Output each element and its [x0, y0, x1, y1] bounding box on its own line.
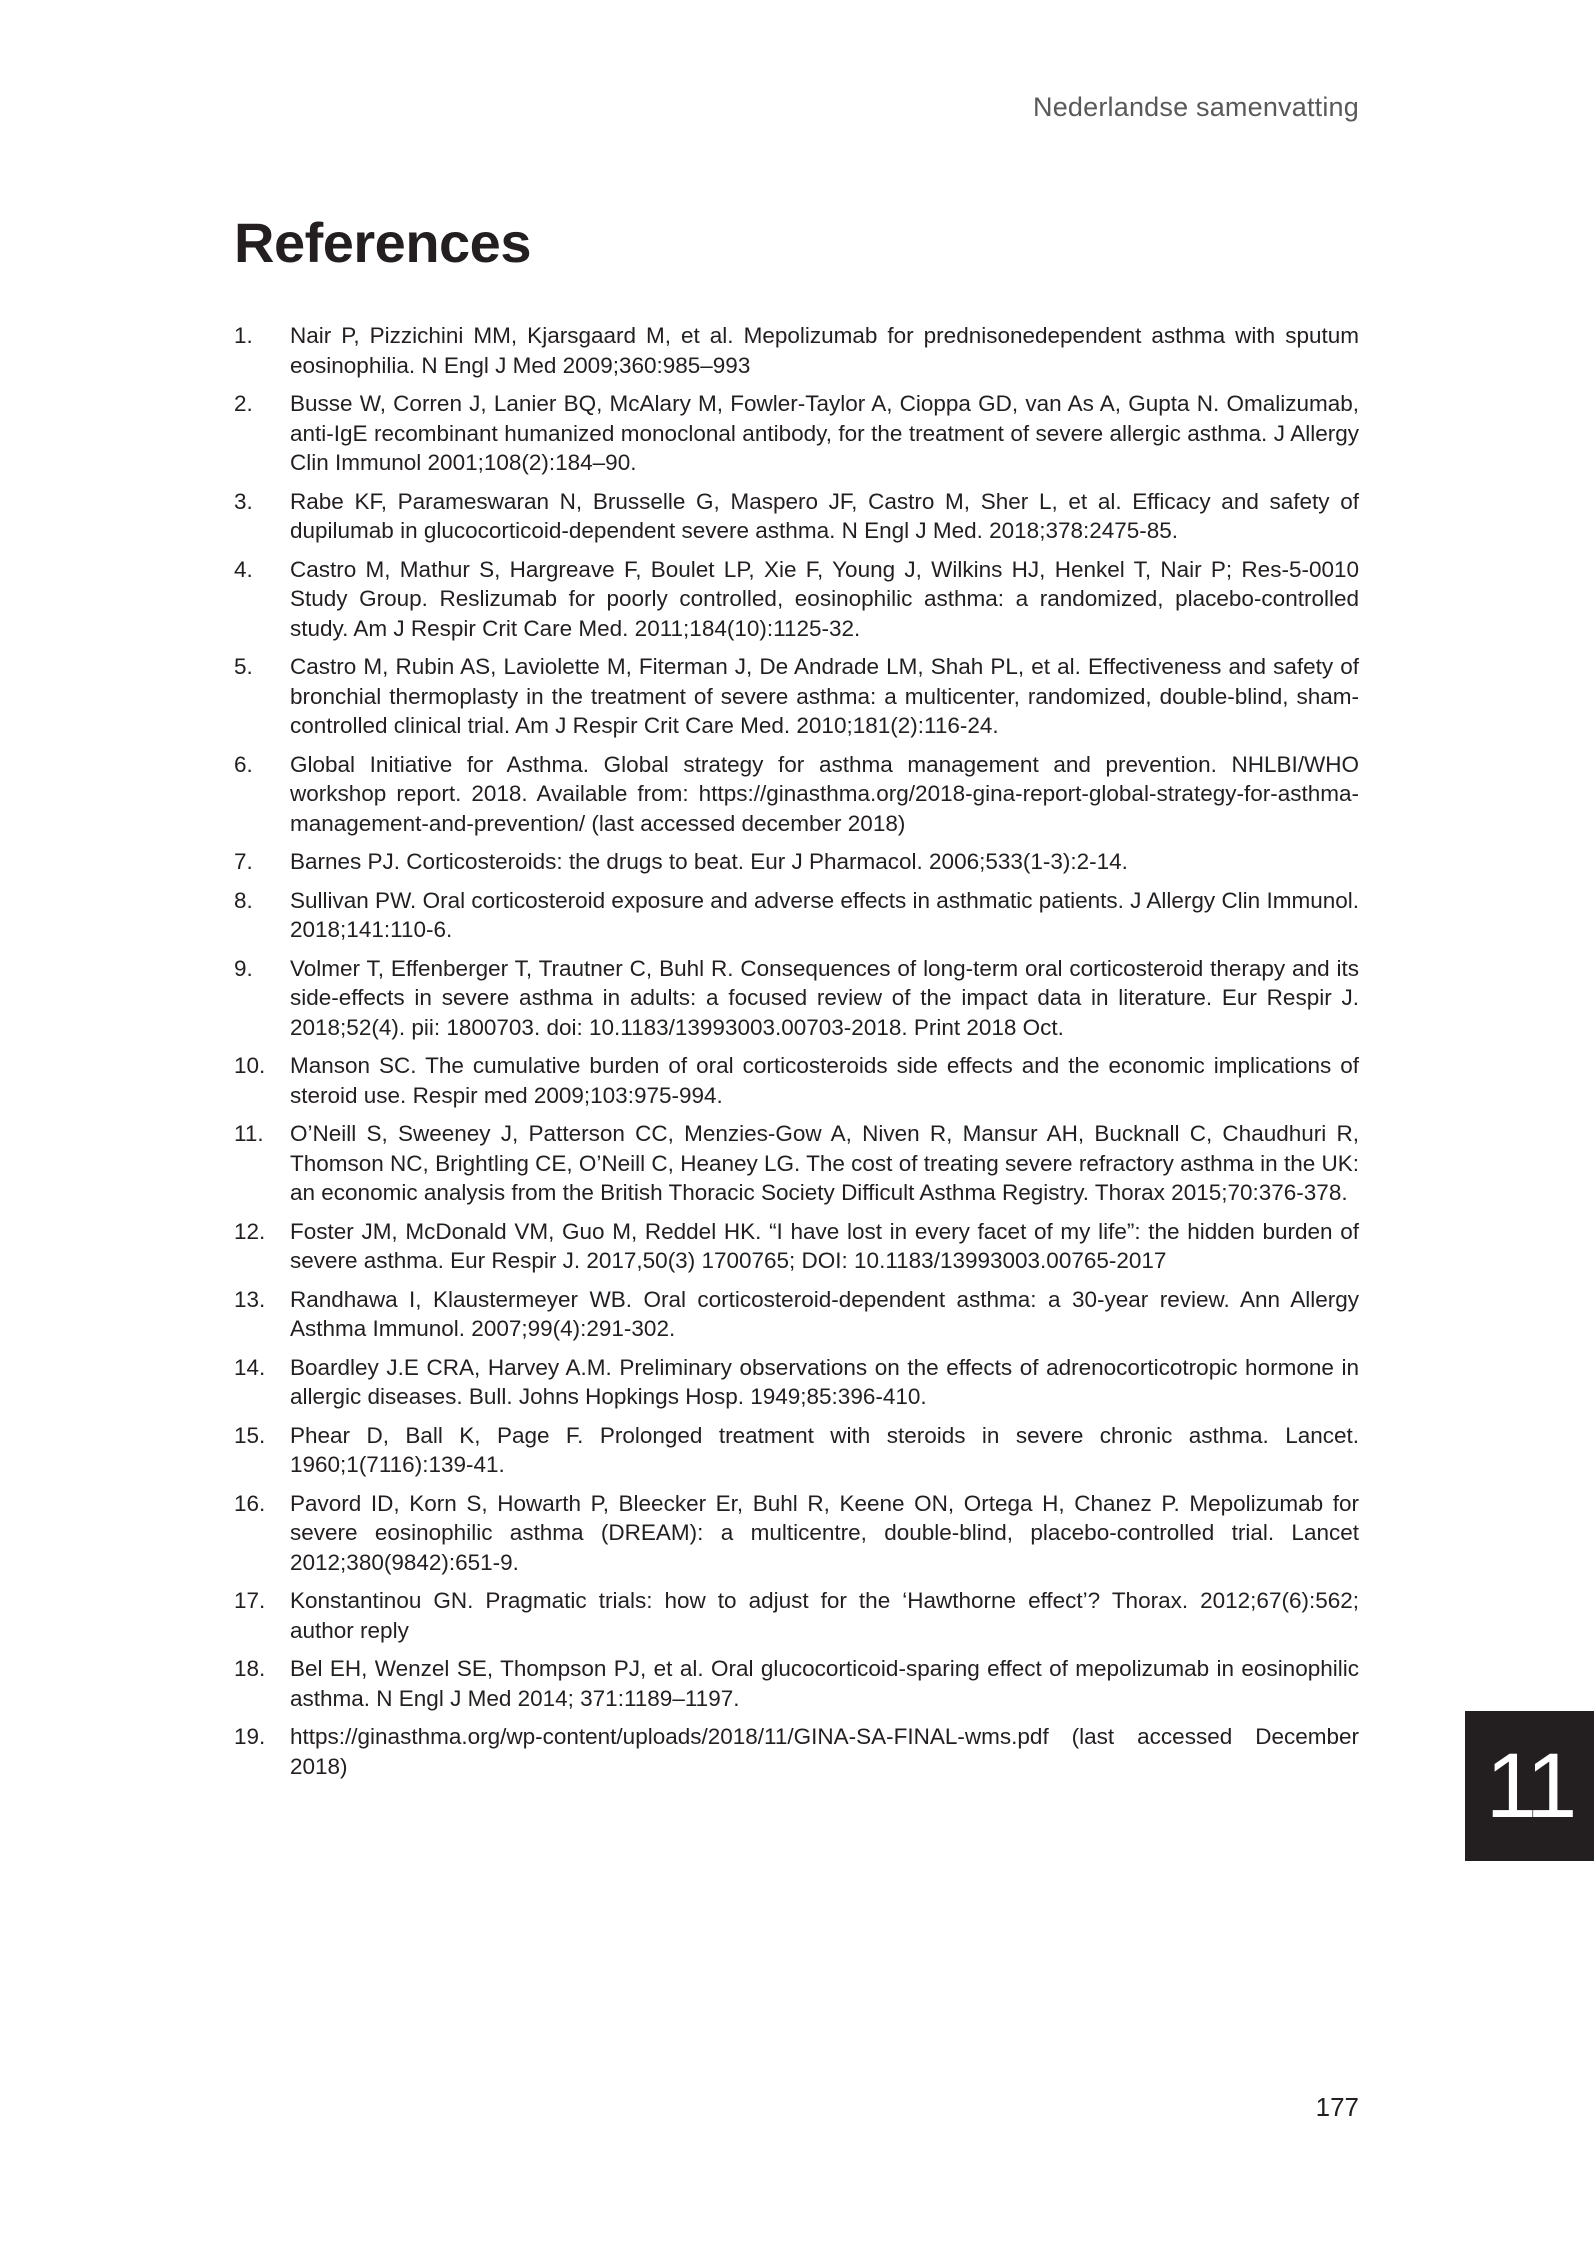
- reference-item: [234, 1353, 1359, 1412]
- reference-text: Konstantinou GN. Pragmatic trials: how to adjust for the ‘Hawthorne effect’? Thorax. 2012;67(6):562; author reply: [290, 1588, 1359, 1643]
- reference-item: [234, 886, 1359, 945]
- reference-text: Castro M, Mathur S, Hargreave F, Boulet LP, Xie F, Young J, Wilkins HJ, Henkel T, Nair P; Res-5-0010 Study Group. Reslizumab for poorly controlled, eosinophilic asthma: a randomized, placebo-controlled study. Am J Respir Crit Care Med. 2011;184(10):1125-32.: [290, 556, 1359, 641]
- reference-number: 2.: [234, 391, 253, 416]
- reference-number: 10.: [234, 1053, 266, 1078]
- reference-number: 18.: [234, 1656, 266, 1681]
- reference-number: 13.: [234, 1286, 266, 1312]
- reference-text: Nair P, Pizzichini MM, Kjarsgaard M, et al. Mepolizumab for prednisonedependent asthma with sputum eosinophilia. N Engl J Med 2009;360:985–993: [290, 323, 1359, 378]
- reference-text: Volmer T, Effenberger T, Trautner C, Buhl R. Consequences of long-term oral corticosteroid therapy and its side-effects in severe asthma in adults: a focused review of the impact data in literature. Eur Respir J. 2018;52(4). pii: 1800703. doi: 10.1183/13993003.00703-2018. Print 2018 Oct.: [290, 955, 1359, 1040]
- reference-number: 5.: [234, 654, 253, 679]
- reference-text: Foster JM, McDonald VM, Guo M, Reddel HK. “I have lost in every facet of my life”: the hidden burden of severe asthma. Eur Respir J. 2017,50(3) 1700765; DOI: 10.1183/13993003.00765-2017: [290, 1218, 1359, 1273]
- reference-number: 9.: [234, 955, 253, 981]
- reference-number: 7.: [234, 849, 253, 874]
- reference-item: [234, 1654, 1359, 1713]
- reference-item: [234, 1119, 1359, 1208]
- reference-text: Phear D, Ball K, Page F. Prolonged treatment with steroids in severe chronic asthma. Lancet. 1960;1(7116):139-41.: [290, 1422, 1359, 1477]
- chapter-tab: 11: [1465, 1711, 1594, 1861]
- reference-number: 12.: [234, 1218, 266, 1244]
- reference-item: [234, 389, 1359, 478]
- reference-text: Busse W, Corren J, Lanier BQ, McAlary M, Fowler-Taylor A, Cioppa GD, van As A, Gupta N. Omalizumab, anti-IgE recombinant humanized monoclonal antibody, for the treatment of severe allergic asthma. J Allergy Clin Immunol 2001;108(2):184–90.: [290, 391, 1359, 475]
- reference-item: [234, 1586, 1359, 1645]
- reference-item: [234, 750, 1359, 839]
- reference-number: 11.: [234, 1121, 264, 1146]
- reference-text: Barnes PJ. Corticosteroids: the drugs to beat. Eur J Pharmacol. 2006;533(1-3):2-14.: [290, 849, 1128, 874]
- reference-item: [234, 487, 1359, 546]
- reference-text: Sullivan PW. Oral corticosteroid exposure and adverse effects in asthmatic patients. J Allergy Clin Immunol. 2018;141:110-6.: [290, 887, 1359, 942]
- reference-item: [234, 652, 1359, 741]
- page-number: 177: [1315, 2092, 1359, 2122]
- reference-text: Rabe KF, Parameswaran N, Brusselle G, Maspero JF, Castro M, Sher L, et al. Efficacy and safety of dupilumab in glucocorticoid-dependent severe asthma. N Engl J Med. 2018;378:2475-85.: [290, 488, 1359, 543]
- reference-item: [234, 847, 1359, 877]
- reference-text: Castro M, Rubin AS, Laviolette M, Fiterman J, De Andrade LM, Shah PL, et al. Effectiveness and safety of bronchial thermoplasty in the treatment of severe asthma: a multicenter, randomized, double-blind, sham-controlled clinical trial. Am J Respir Crit Care Med. 2010;181(2):116-24.: [290, 654, 1359, 738]
- running-header: Nederlandse samenvatting: [1033, 92, 1359, 122]
- reference-number: 6.: [234, 751, 253, 777]
- reference-item: [234, 1489, 1359, 1578]
- reference-item: [234, 1285, 1359, 1344]
- reference-number: 4.: [234, 556, 253, 582]
- reference-text: Randhawa I, Klaustermeyer WB. Oral corticosteroid-dependent asthma: a 30-year review. Ann Allergy Asthma Immunol. 2007;99(4):291-302.: [290, 1286, 1359, 1341]
- reference-number: 14.: [234, 1354, 266, 1380]
- reference-number: 19.: [234, 1724, 266, 1749]
- reference-item: [234, 1421, 1359, 1480]
- reference-item: [234, 555, 1359, 644]
- reference-number: 15.: [234, 1422, 266, 1448]
- reference-number: 17.: [234, 1588, 266, 1613]
- reference-text: Bel EH, Wenzel SE, Thompson PJ, et al. Oral glucocorticoid-sparing effect of mepolizumab in eosinophilic asthma. N Engl J Med 2014; 371:1189–1197.: [290, 1656, 1359, 1711]
- reference-list: [234, 321, 1359, 1790]
- page-title: References: [234, 211, 531, 274]
- reference-item: [234, 1217, 1359, 1276]
- reference-number: 8.: [234, 887, 253, 913]
- reference-text: Manson SC. The cumulative burden of oral corticosteroids side effects and the economic implications of steroid use. Respir med 2009;103:975-994.: [290, 1053, 1359, 1108]
- reference-item: [234, 321, 1359, 380]
- reference-item: [234, 1051, 1359, 1110]
- reference-text: Boardley J.E CRA, Harvey A.M. Preliminary observations on the effects of adrenocorticotropic hormone in allergic diseases. Bull. Johns Hopkings Hosp. 1949;85:396-410.: [290, 1354, 1359, 1409]
- reference-text: O’Neill S, Sweeney J, Patterson CC, Menzies-Gow A, Niven R, Mansur AH, Bucknall C, Chaudhuri R, Thomson NC, Brightling CE, O’Neill C, Heaney LG. The cost of treating severe refractory asthma in the UK: an economic analysis from the British Thoracic Society Difficult Asthma Registry. Thorax 2015;70:376-378.: [290, 1121, 1359, 1205]
- reference-item: [234, 954, 1359, 1043]
- reference-text: https://ginasthma.org/wp-content/uploads/2018/11/GINA-SA-FINAL-wms.pdf (last accessed December 2018): [290, 1724, 1359, 1779]
- reference-number: 1.: [234, 323, 253, 348]
- reference-item: [234, 1722, 1359, 1781]
- reference-number: 3.: [234, 488, 253, 514]
- reference-number: 16.: [234, 1490, 266, 1516]
- reference-text: Global Initiative for Asthma. Global strategy for asthma management and prevention. NHLBI/WHO workshop report. 2018. Available from: https://ginasthma.org/2018-gina-report-global-strategy-for-asthma-management-and-prevention/ (last accessed december 2018): [290, 751, 1359, 836]
- reference-text: Pavord ID, Korn S, Howarth P, Bleecker Er, Buhl R, Keene ON, Ortega H, Chanez P. Mepolizumab for severe eosinophilic asthma (DREAM): a multicentre, double-blind, placebo-controlled trial. Lancet 2012;380(9842):651-9.: [290, 1490, 1359, 1575]
